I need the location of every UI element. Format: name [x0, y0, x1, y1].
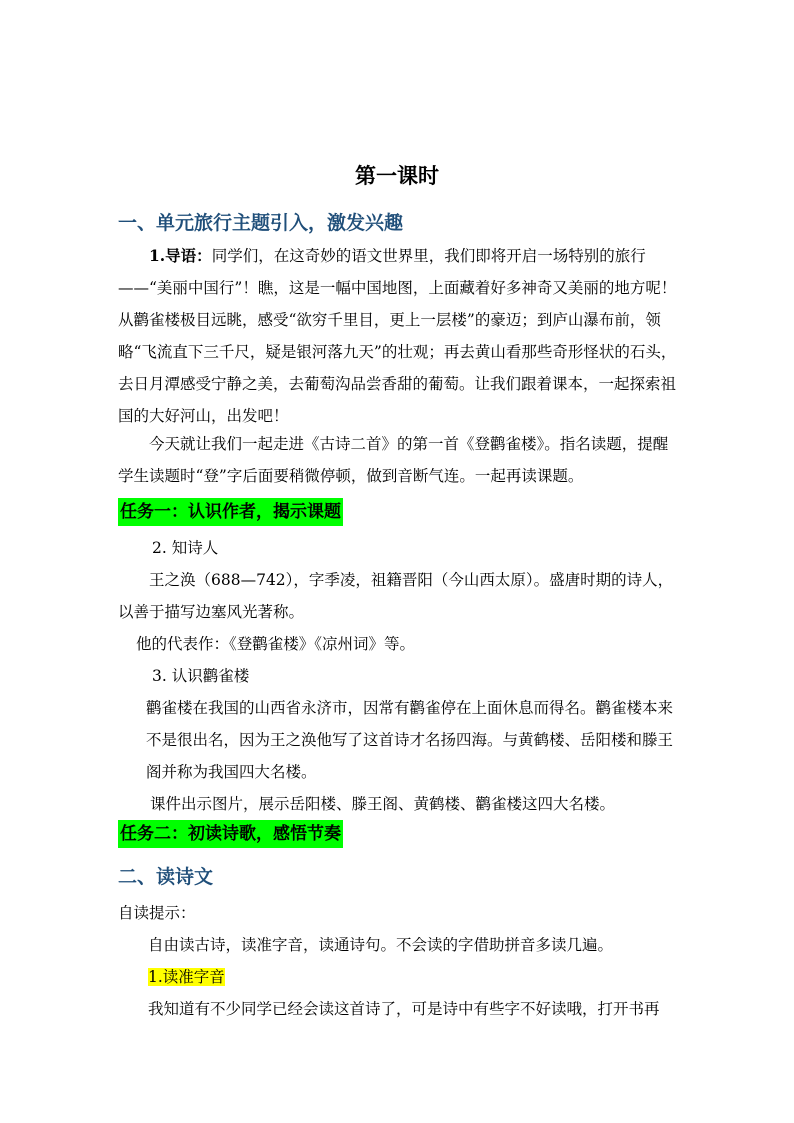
tower-intro: 鹳雀楼在我国的山西省永济市，因常有鹳雀停在上面休息而得名。鹳雀楼本来不是很出名，因为王之涣他写了这首诗才名扬四海。与黄鹤楼、岳阳楼和滕王阁并称为我国四大名楼。	[146, 699, 674, 781]
section1-heading: 一、单元旅行主题引入，激发兴趣	[118, 212, 404, 234]
slides-note: 课件出示图片，展示岳阳楼、滕王阁、黄鹤楼、鹳雀楼这四大名楼。	[150, 795, 616, 813]
task1-label: 任务一：认识作者，揭示课题	[118, 498, 343, 526]
section2-item1-text: 我知道有不少同学已经会读这首诗了，可是诗中有些字不好读哦，打开书再	[148, 1000, 660, 1018]
section2-item1	[148, 961, 678, 993]
intro-text: 同学们，在这奇妙的语文世界里，我们即将开启一场特别的旅行——“美丽中国行”！瞧，这是一幅中国地图，上面藏着好多神奇又美丽的地方呢！从鹳雀楼极目远眺，感受“欲穷千里目，更上一层楼”的豪迈；到庐山瀑布前，领略“飞流直下三千尺，疑是银河落九天”的壮观；再去黄山看那些奇形怪状的石头，去日月潭感受宁静之美，去葡萄沟品尝香甜的葡萄。让我们跟着课本，一起探索祖国的大好河山，出发吧！	[118, 247, 677, 425]
task2-label: 任务二：初读诗歌，感悟节奏	[118, 820, 343, 848]
intro-paragraph-2: 今天就让我们一起走进《古诗二首》的第一首《登鹳雀楼》。指名读题，提醒学生读题时“登”字后面要稍微停顿，做到音断气连。一起再读课题。	[118, 435, 669, 485]
intro-label: 1.导语：	[149, 246, 212, 265]
poet-works: 他的代表作：《登鹳雀楼》《凉州词》等。	[136, 635, 416, 653]
self-read-label: 自读提示：	[118, 904, 196, 922]
poet-intro: 王之涣（688—742），字季凌，祖籍晋阳（今山西太原）。盛唐时期的诗人，以善于描写边塞风光著称。	[118, 571, 674, 621]
section2-item1-label: 1.读准字音	[148, 968, 225, 986]
task1-item3: 3. 认识鹳雀楼	[152, 667, 250, 685]
section2-heading: 二、读诗文	[118, 866, 214, 888]
page-title: 第一课时	[355, 164, 439, 188]
task1-item2: 2. 知诗人	[152, 539, 219, 557]
self-read-text: 自由读古诗，读准字音，读通诗句。不会读的字借助拼音多读几遍。	[148, 936, 614, 954]
intro-paragraph	[118, 240, 678, 432]
